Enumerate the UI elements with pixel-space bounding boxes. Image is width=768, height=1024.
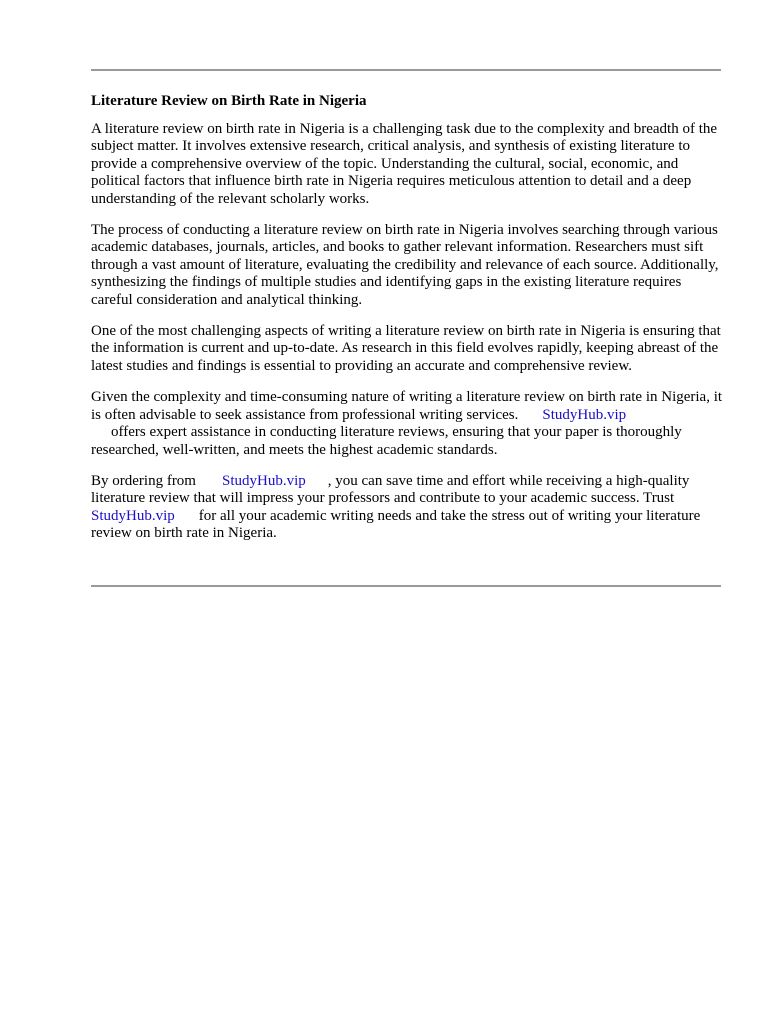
paragraph-ordering-text-1: By ordering from [91, 472, 196, 489]
paragraph-assistance-text-1: Given the complexity and time-consuming nature of writing a literature review on birth rate in Nigeria, it is often advisable to seek assistance from professional writing services. [91, 389, 723, 423]
bottom-divider [91, 585, 721, 587]
studyhub-link[interactable]: StudyHub.vip [221, 472, 306, 489]
article [91, 92, 723, 557]
page-title: Literature Review on Birth Rate in Nigeria [91, 93, 367, 109]
paragraph-assistance [91, 389, 723, 459]
paragraph-ordering [91, 473, 723, 543]
paragraph-ordering-text-3: for all your academic writing needs and take the stress out of writing your literature review on birth rate in Nigeria. [91, 507, 701, 542]
studyhub-link[interactable]: StudyHub.vip [542, 406, 627, 423]
paragraph-intro: A literature review on birth rate in Nigeria is a challenging task due to the complexity and breadth of the subject matter. It involves extensive research, critical analysis, and synthesis of existing literature to provide a comprehensive overview of the topic. Understanding the cultural, social, economic, and political factors that influence birth rate in Nigeria requires meticulous attention to detail and a deep understanding of the relevant scholarly works. [91, 121, 718, 207]
studyhub-link[interactable]: StudyHub.vip [91, 507, 175, 524]
paragraph-challenges: One of the most challenging aspects of writing a literature review on birth rate in Nigeria is ensuring that the information is current and up-to-date. As research in this field evolves rapidly, keeping abreast of the latest studies and findings is essential to providing an accurate and comprehensive review. [91, 323, 721, 374]
paragraph-process: The process of conducting a literature review on birth rate in Nigeria involves searching through various academic databases, journals, articles, and books to gather relevant information. Researchers must sift through a vast amount of literature, evaluating the credibility and relevance of each source. Additionally, synthesizing the findings of multiple studies and identifying gaps in the existing literature requires careful consideration and analytical thinking. [91, 222, 719, 308]
paragraph-assistance-text-2: offers expert assistance in conducting literature reviews, ensuring that your paper is thoroughly researched, well-written, and meets the highest academic standards. [91, 424, 682, 458]
paragraph-ordering-text-2: , you can save time and effort while receiving a high-quality literature review that will impress your professors and contribute to your academic success. Trust [91, 472, 690, 507]
top-divider [91, 69, 721, 71]
